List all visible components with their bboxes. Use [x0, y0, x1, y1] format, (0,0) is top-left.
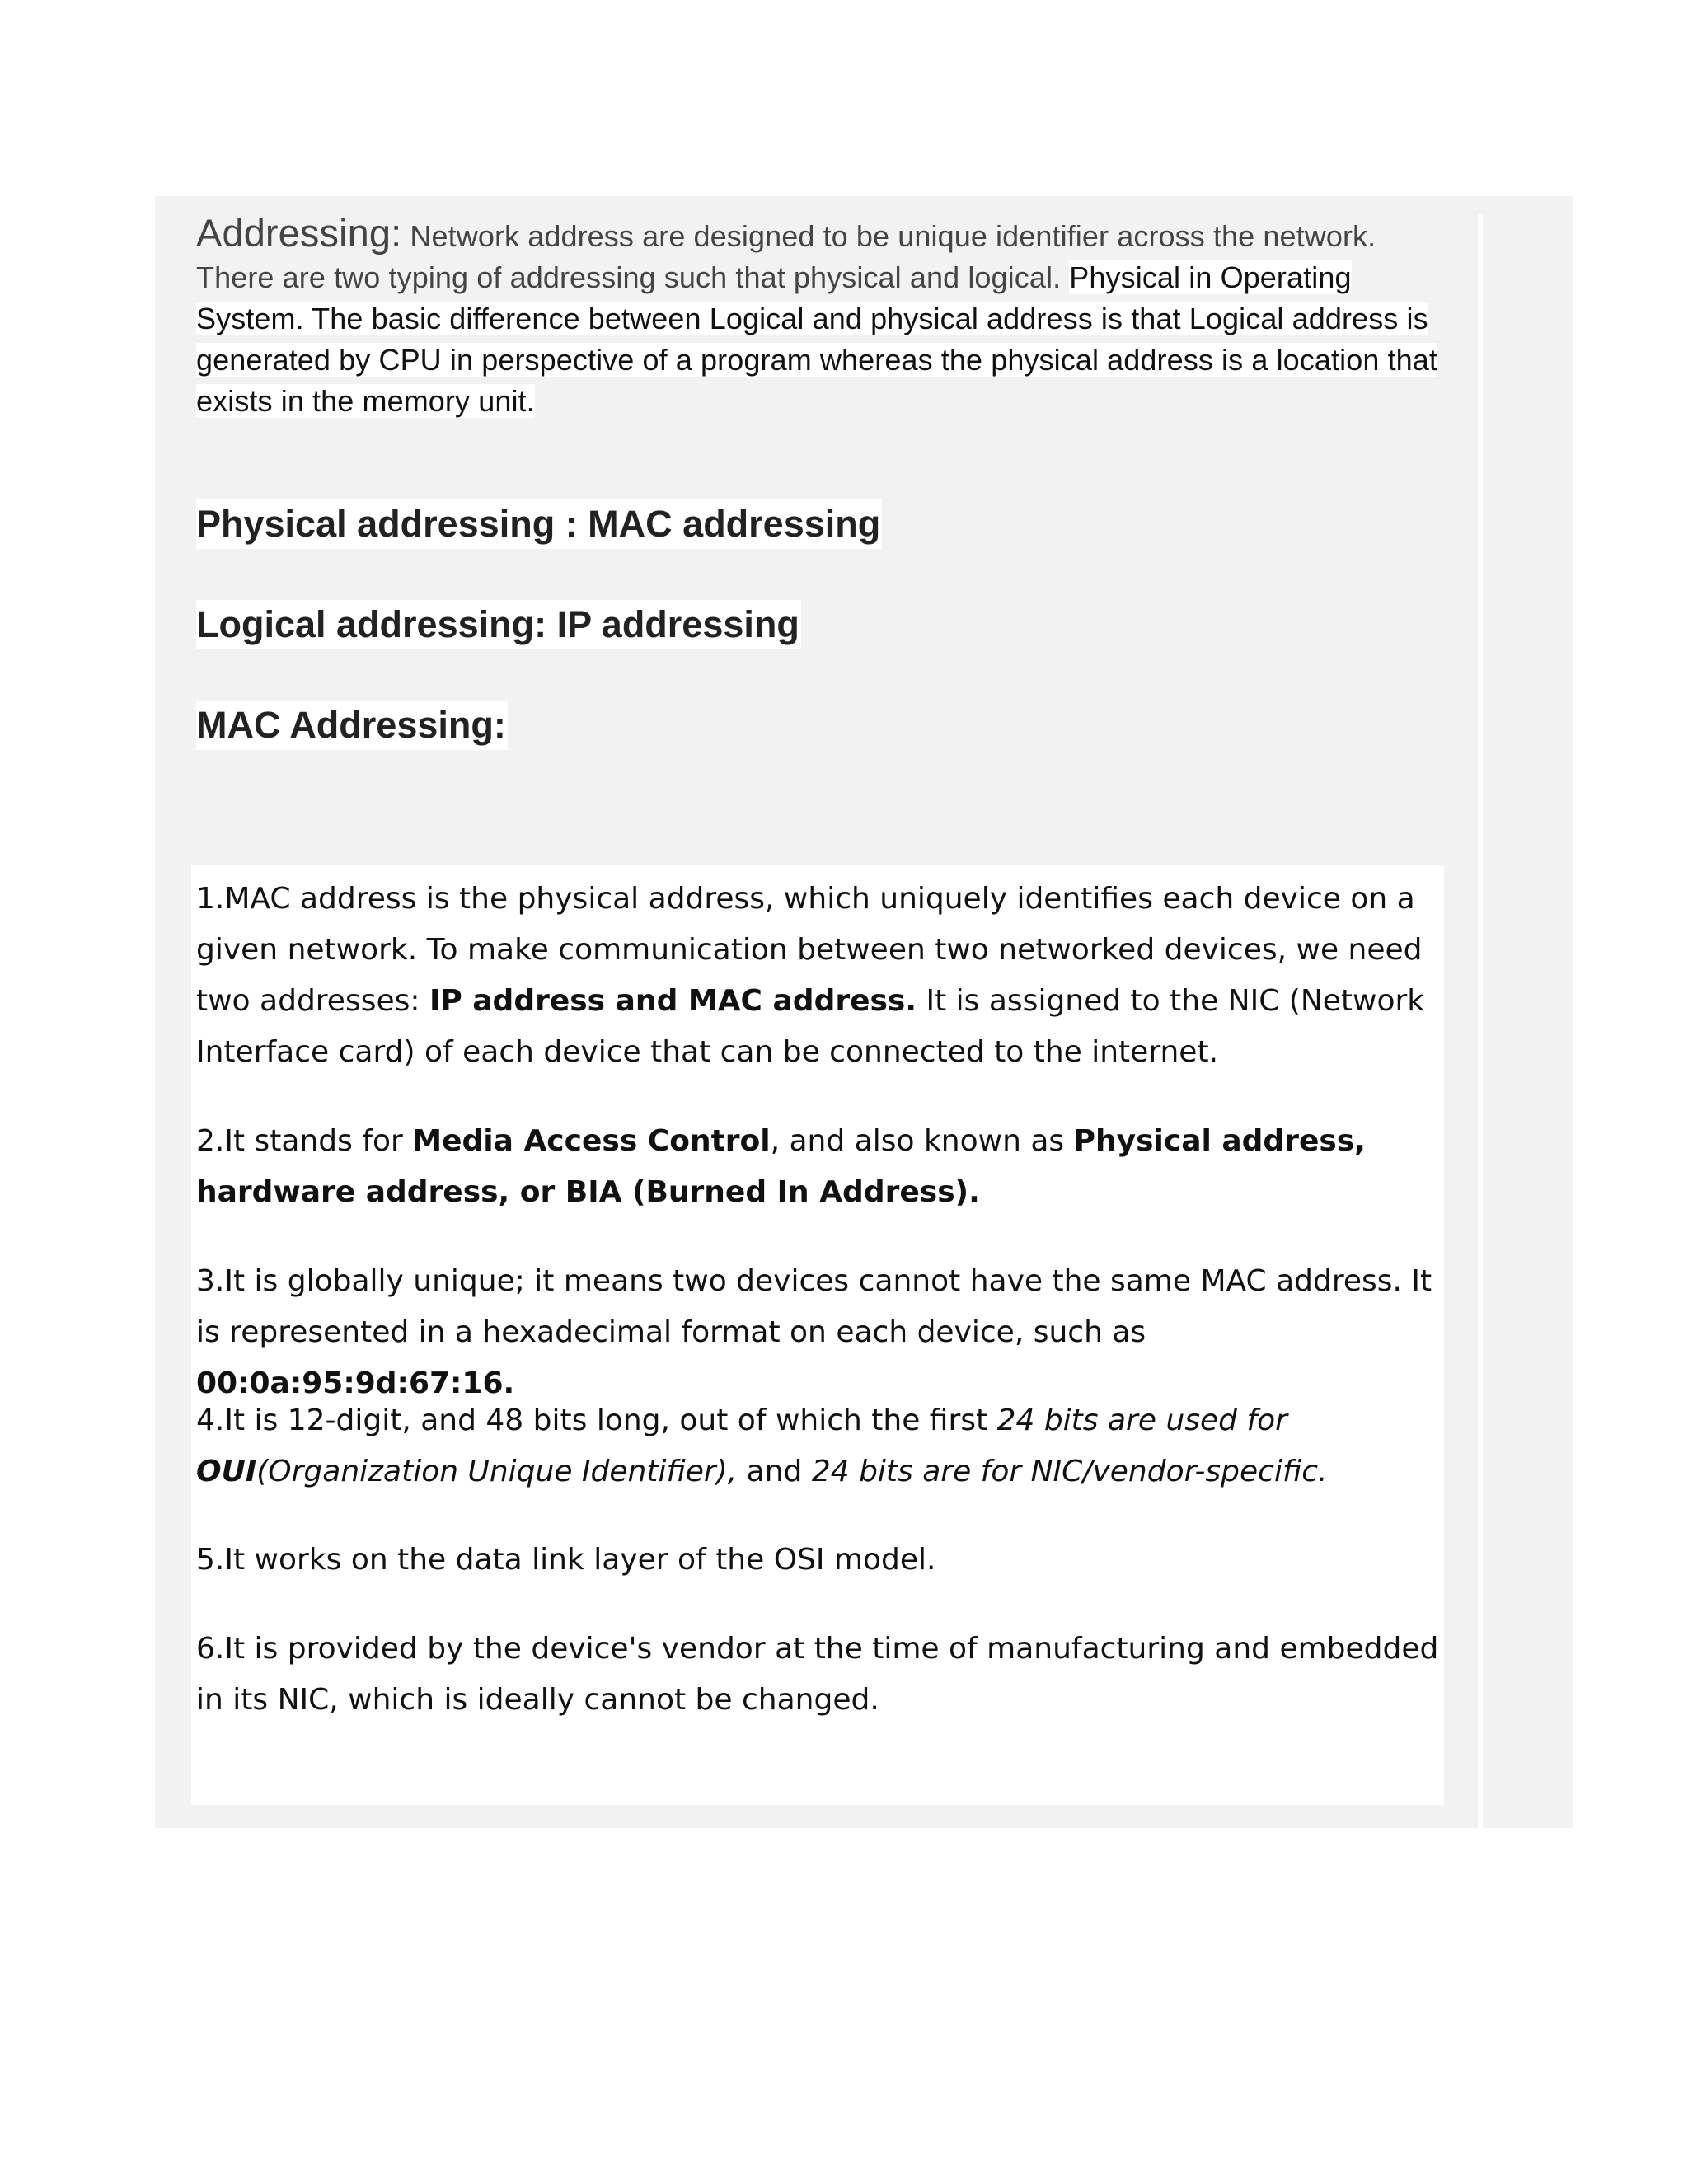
list-item-2 [196, 1116, 1441, 1218]
p4-italic-b: 24 bits are used for [996, 1404, 1287, 1437]
p3-text-a: 3.It is globally unique; it means two devices cannot have the same MAC address. It is represented in a hexadecimal format on each device, such as [196, 1264, 1432, 1349]
heading-physical-addressing: Physical addressing : MAC addressing [196, 499, 882, 549]
p1-bold: IP address and MAC address. [429, 984, 917, 1018]
intro-highlight: Physical in Operating System. The basic difference between Logical and physical address is that Logical address is generated by CPU in perspective of a program whereas the physical address is a location that exists in the memory unit. [196, 260, 1438, 418]
p4-text-e: and [737, 1455, 812, 1488]
intro-definition: Network address are designed to be unique identifier across the network. There are two typing of addressing such that physical and logical. [196, 219, 1376, 294]
p2-text-a: 2.It stands for [196, 1124, 413, 1158]
list-item-6 [196, 1624, 1441, 1726]
list-item-1 [196, 874, 1441, 1078]
p6-text: 6.It is provided by the device's vendor at the time of manufacturing and embedded in its NIC, which is ideally cannot be changed. [196, 1632, 1439, 1717]
list-item-5 [196, 1535, 1441, 1586]
right-divider [1478, 214, 1483, 1828]
heading-mac-addressing: MAC Addressing: [196, 701, 508, 750]
p3-bold: 00:0a:95:9d:67:16. [196, 1366, 515, 1400]
intro-paragraph [196, 213, 1449, 422]
p2-text-c: , and also known as [770, 1124, 1074, 1158]
intro-section [196, 213, 1449, 422]
p4-italic-f: 24 bits are for NIC/vendor-specific. [811, 1455, 1328, 1488]
intro-term: Addressing: [196, 211, 402, 255]
p5-text: 5.It works on the data link layer of the OSI model. [196, 1543, 936, 1577]
p2-bold-a: Media Access Control [412, 1124, 771, 1158]
p1-text-a: 1.MAC address is the physical address, which uniquely identifies each device on a given network. To make communication between two networked devices, we need two addresses: [196, 882, 1423, 1018]
p4-bold-italic: OUI [196, 1455, 257, 1488]
p1-text-c: It is assigned to the NIC (Network Interface card) of each device that can be connected to the internet. [196, 984, 1425, 1069]
p4-text-a: 4.It is 12-digit, and 48 bits long, out of which the first [196, 1404, 997, 1437]
list-item-3 [196, 1256, 1441, 1409]
p2-bold-d: Physical address, hardware address, or BIA (Burned In Address). [196, 1124, 1366, 1209]
list-item-4 [196, 1395, 1441, 1497]
heading-logical-addressing: Logical addressing: IP addressing [196, 600, 801, 649]
p4-italic-d: (Organization Unique Identifier), [256, 1455, 738, 1488]
